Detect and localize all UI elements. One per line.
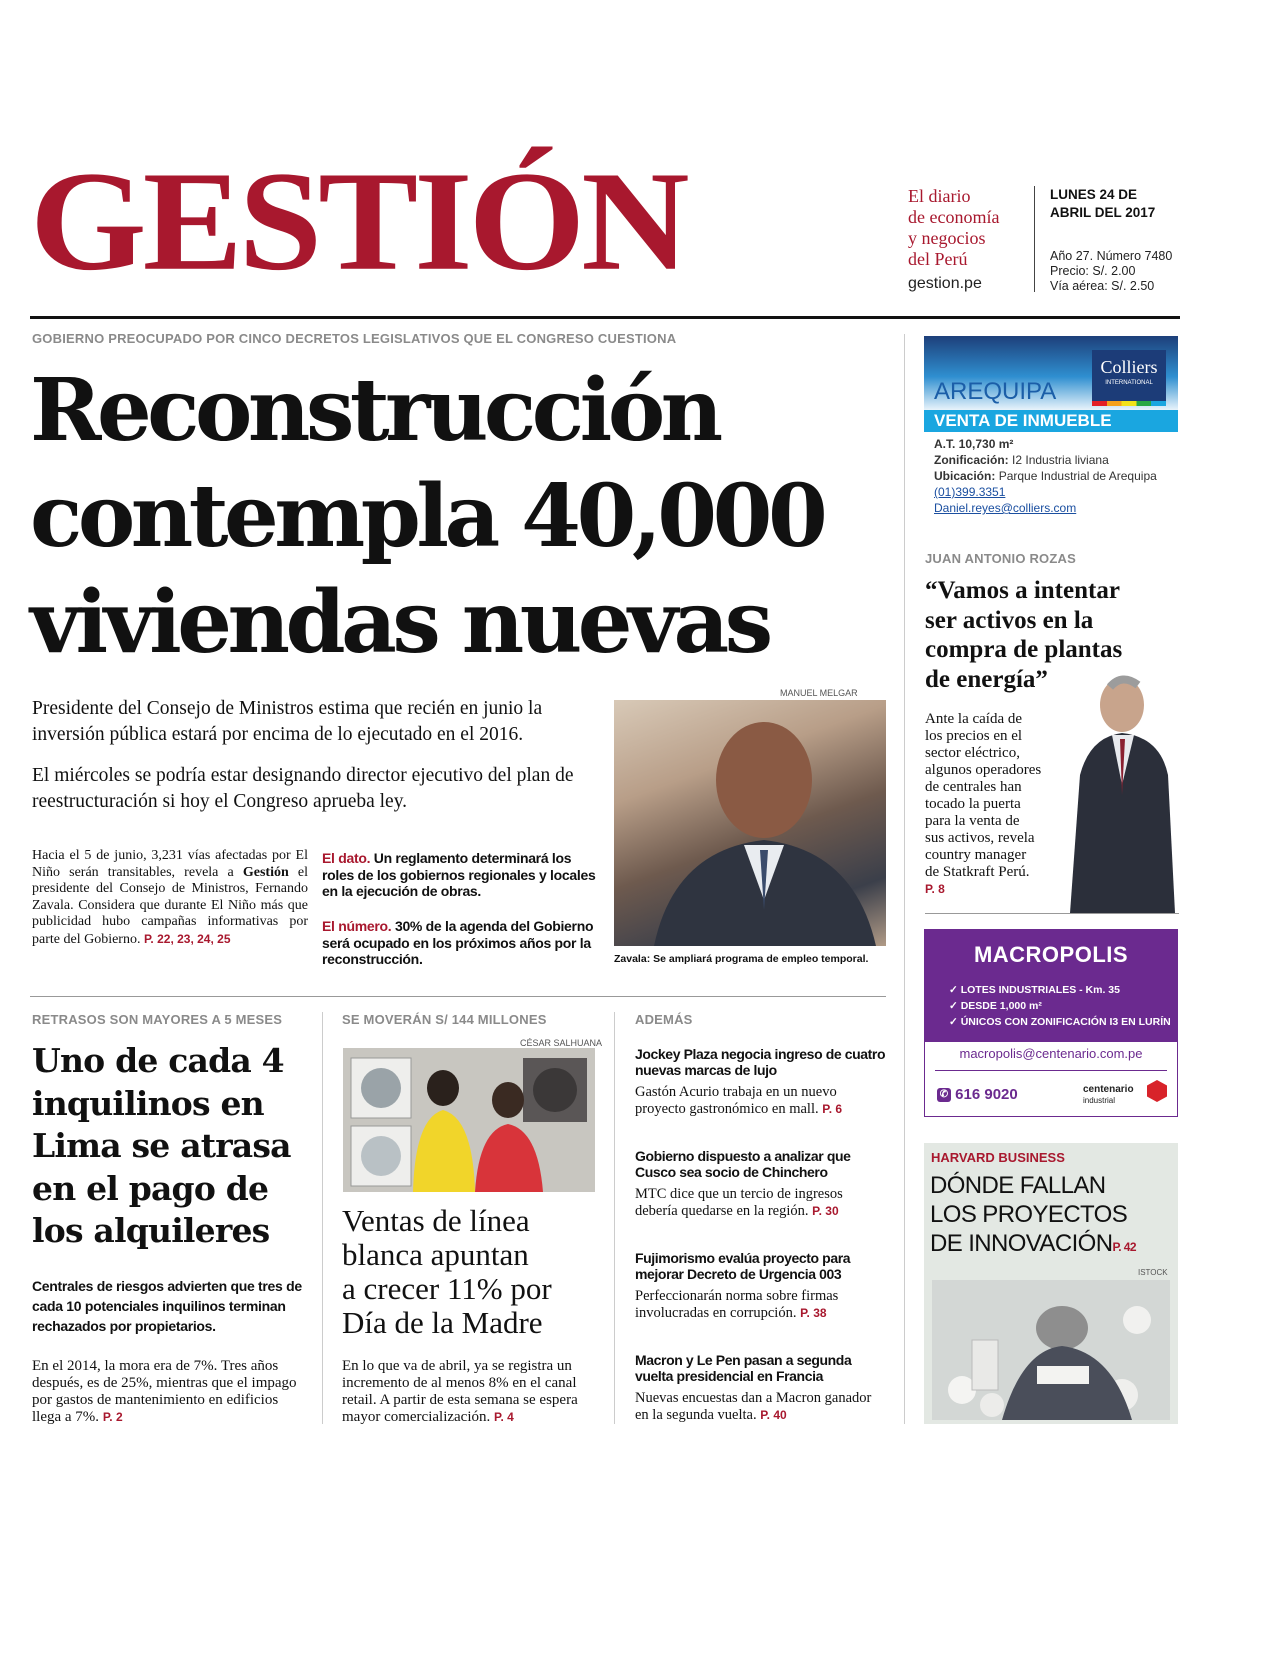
macropolis-phone[interactable]: ✆ 616 9020 bbox=[937, 1086, 1018, 1103]
colliers-brand-sub: INTERNATIONAL bbox=[1105, 380, 1153, 386]
body-text: Gastón Acurio trabaja en un nuevo proyecto gastronómico en mall. bbox=[635, 1084, 837, 1117]
date-line: LUNES 24 DE bbox=[1050, 187, 1138, 202]
story3-kicker: SE MOVERÁN S/ 144 MILLONES bbox=[342, 1012, 547, 1027]
quote-line: “Vamos a intentar bbox=[925, 577, 1120, 604]
masthead-website[interactable]: gestion.pe bbox=[908, 275, 982, 292]
ademas-item[interactable] bbox=[635, 1250, 887, 1352]
numero-label: El número. bbox=[322, 918, 392, 934]
masthead-date bbox=[1050, 186, 1155, 222]
check-icon: ✓ bbox=[949, 984, 961, 996]
body-line: sus activos, revela bbox=[925, 830, 1035, 846]
headline-line: Día de la Madre bbox=[342, 1305, 543, 1340]
masthead-rule bbox=[30, 316, 1180, 319]
air-price: Vía aérea: S/. 2.50 bbox=[1050, 279, 1155, 293]
ademas-item-title: Macron y Le Pen pasan a segunda vuelta presidencial en Francia bbox=[635, 1352, 852, 1384]
bullet: ✓ DESDE 1,000 m² bbox=[949, 1000, 1042, 1012]
washing-machines-icon bbox=[343, 1048, 595, 1192]
price: Precio: S/. 2.00 bbox=[1050, 264, 1136, 278]
story3-body bbox=[342, 1358, 604, 1426]
body-text: Perfeccionarán norma sobre firmas involucradas en corrupción. bbox=[635, 1288, 839, 1321]
body-text: MTC dice que un tercio de ingresos debería quedarse en la región. bbox=[635, 1186, 843, 1219]
page-ref[interactable]: P. 42 bbox=[1112, 1240, 1136, 1254]
harvard-headline bbox=[930, 1171, 1136, 1262]
ademas-kicker: ADEMÁS bbox=[635, 1012, 693, 1027]
lead-body bbox=[32, 848, 308, 948]
ademas-item[interactable] bbox=[635, 1046, 887, 1148]
lead-numero bbox=[322, 918, 597, 968]
ad-email[interactable]: Daniel.reyes@colliers.com bbox=[934, 501, 1077, 515]
column-rule bbox=[322, 1012, 323, 1424]
dato-label: El dato. bbox=[322, 850, 371, 866]
page-ref[interactable]: P. 40 bbox=[760, 1408, 787, 1422]
page-ref[interactable]: P. 22, 23, 24, 25 bbox=[143, 931, 231, 946]
check-icon: ✓ bbox=[949, 1016, 961, 1028]
macropolis-url[interactable]: macropolis@centenario.com.pe bbox=[959, 1046, 1143, 1061]
body-line: sector eléctrico, bbox=[925, 745, 1020, 761]
body-line: de Statkraft Perú. bbox=[925, 864, 1030, 880]
colliers-logo bbox=[1092, 350, 1166, 406]
colliers-brand: Colliers bbox=[1100, 357, 1158, 377]
body-line: Ante la caída de bbox=[925, 711, 1023, 727]
right-column-rule bbox=[904, 334, 905, 1424]
story3-headline[interactable] bbox=[342, 1204, 552, 1340]
ademas-item[interactable] bbox=[635, 1148, 887, 1250]
masthead-divider bbox=[1034, 186, 1035, 292]
page-ref[interactable]: P. 4 bbox=[494, 1410, 514, 1424]
headline-line: en el pago de bbox=[32, 1168, 269, 1208]
story2-kicker: RETRASOS SON MAYORES A 5 MESES bbox=[32, 1012, 283, 1027]
masthead-logo: GESTIÓN bbox=[30, 142, 686, 301]
headline-line: los alquileres bbox=[32, 1211, 270, 1250]
ad-phone[interactable]: (01)399.3351 bbox=[934, 485, 1006, 499]
appliance-store-photo bbox=[343, 1048, 595, 1192]
page-ref[interactable]: P. 2 bbox=[102, 1410, 123, 1424]
harvard-box[interactable] bbox=[924, 1143, 1178, 1424]
issue-number: Año 27. Número 7480 bbox=[1050, 249, 1173, 263]
photo-credit: ISTOCK bbox=[1138, 1268, 1168, 1277]
phone-icon: ✆ bbox=[937, 1088, 951, 1102]
zavala-photo bbox=[614, 700, 886, 946]
story2-body bbox=[32, 1358, 310, 1426]
person-silhouette-icon bbox=[1050, 665, 1180, 913]
colliers-stripe bbox=[1092, 401, 1166, 406]
body-line: los precios en el bbox=[925, 728, 1023, 744]
page-ref[interactable]: P. 38 bbox=[800, 1306, 827, 1320]
numero-text: 30% de la agenda del Gobierno será ocupado en los próximos años por la reconstrucción. bbox=[322, 918, 594, 967]
quote-line: de energía” bbox=[925, 665, 1048, 693]
headline-line: Reconstrucción bbox=[30, 360, 719, 461]
rozas-photo bbox=[1050, 665, 1180, 913]
ademas-item[interactable] bbox=[635, 1352, 887, 1454]
lead-deck-1: Presidente del Consejo de Ministros estima que recién en junio la inversión pública estará por encima de lo ejecutado en el 2016. bbox=[32, 698, 543, 745]
headline-line: Ventas de línea bbox=[342, 1203, 530, 1238]
ad-zoning: Zonificación: I2 Industria liviana bbox=[934, 453, 1109, 467]
body-text: Hacia el 5 de junio, 3,231 vías afectadas por El Niño serán transitables, revela a bbox=[32, 848, 308, 880]
ademas-list bbox=[635, 1046, 887, 1454]
photo-credit: CÉSAR SALHUANA bbox=[520, 1038, 603, 1048]
body-text: En el 2014, la mora era de 7%. Tres años después, es de 25%, mientras que el impago por gastos de mantenimiento en edificios llega a 7%. bbox=[32, 1358, 297, 1425]
interview-body bbox=[925, 711, 1041, 898]
photo-credit: MANUEL MELGAR bbox=[780, 688, 858, 698]
tagline-line: del Perú bbox=[908, 249, 968, 269]
lead-deck-2: El miércoles se podría estar designando director ejecutivo del plan de reestructuración si hoy el Congreso aprueba ley. bbox=[32, 765, 574, 812]
tagline-line: El diario bbox=[908, 186, 971, 206]
bullet: ✓ LOTES INDUSTRIALES - Km. 35 bbox=[949, 984, 1120, 996]
quote-line: compra de plantas bbox=[925, 636, 1123, 663]
centenario-logo: centenario industrial bbox=[1083, 1084, 1134, 1105]
lead-headline[interactable] bbox=[30, 358, 823, 676]
section-rule bbox=[30, 996, 886, 997]
body-line: para la venta de bbox=[925, 813, 1020, 829]
headline-line: blanca apuntan bbox=[342, 1237, 529, 1272]
masthead-tagline bbox=[908, 186, 999, 270]
ademas-item-title: Gobierno dispuesto a analizar que Cusco sea socio de Chinchero bbox=[635, 1148, 851, 1180]
headline-line: a crecer 11% por bbox=[342, 1271, 552, 1306]
page-ref[interactable]: P. 30 bbox=[812, 1204, 839, 1218]
lead-dato bbox=[322, 850, 597, 900]
person-silhouette-icon bbox=[614, 700, 886, 946]
ad-offer: VENTA DE INMUEBLE bbox=[924, 410, 1178, 432]
body-line: tocado la puerta bbox=[925, 796, 1021, 812]
tagline-line: y negocios bbox=[908, 228, 986, 248]
story2-headline[interactable] bbox=[32, 1040, 291, 1253]
dato-text: Un reglamento determinará los roles de los gobiernos regionales y locales en la ejecución de obras. bbox=[322, 850, 596, 899]
check-icon: ✓ bbox=[949, 1000, 961, 1012]
crumpled-paper-icon bbox=[932, 1280, 1170, 1420]
page-ref[interactable]: P. 6 bbox=[822, 1102, 843, 1116]
bullet: ✓ ÚNICOS CON ZONIFICACIÓN I3 EN LURÍN bbox=[949, 1016, 1171, 1028]
macropolis-brand: MACROPOLIS bbox=[973, 942, 1129, 967]
ademas-item-text bbox=[635, 1390, 887, 1424]
macropolis-ad[interactable] bbox=[924, 929, 1178, 1117]
headline-line: viviendas nuevas bbox=[30, 572, 769, 673]
interview-rule bbox=[925, 913, 1179, 914]
body-text: Nuevas encuestas dan a Macron ganador en la segunda vuelta. bbox=[635, 1390, 872, 1423]
macropolis-bullets bbox=[949, 982, 1171, 1030]
ademas-item-title: Fujimorismo evalúa proyecto para mejorar Decreto de Urgencia 003 bbox=[635, 1250, 851, 1282]
ad-details bbox=[934, 436, 1157, 516]
headline-line: contempla 40,000 bbox=[30, 466, 824, 567]
body-line: algunos operadores bbox=[925, 762, 1042, 778]
date-line: ABRIL DEL 2017 bbox=[1050, 205, 1156, 220]
ad-separator bbox=[935, 1070, 1167, 1071]
headline-line: Lima se atrasa bbox=[32, 1126, 291, 1165]
lead-kicker: GOBIERNO PREOCUPADO POR CINCO DECRETOS LEGISLATIVOS QUE EL CONGRESO CUESTIONA bbox=[32, 331, 677, 346]
tagline-line: de economía bbox=[908, 207, 1000, 227]
body-brand: Gestión bbox=[242, 864, 289, 880]
ademas-item-text bbox=[635, 1288, 887, 1322]
innovation-photo bbox=[932, 1280, 1170, 1420]
ademas-item-text bbox=[635, 1084, 887, 1118]
colliers-ad[interactable] bbox=[924, 336, 1178, 522]
interview-kicker: JUAN ANTONIO ROZAS bbox=[925, 551, 1076, 566]
page-ref[interactable]: P. 8 bbox=[925, 882, 945, 896]
body-line: country manager bbox=[925, 847, 1027, 863]
ad-city: AREQUIPA bbox=[934, 378, 1057, 405]
body-text: el presidente del Consejo de Ministros, Fernando Zavala. Considera que durante El Niño más que publicidad hubo campañas informativas por parte del Gobierno. bbox=[32, 864, 309, 947]
headline-line: LOS PROYECTOS bbox=[930, 1201, 1128, 1228]
masthead-issue-info bbox=[1050, 249, 1172, 294]
ademas-item-text bbox=[635, 1186, 887, 1220]
harvard-kicker: HARVARD BUSINESS bbox=[931, 1150, 1065, 1165]
photo-caption: Zavala: Se ampliará programa de empleo temporal. bbox=[614, 953, 869, 965]
centenario-icon bbox=[1147, 1080, 1167, 1102]
ad-location: Ubicación: Parque Industrial de Arequipa bbox=[934, 469, 1157, 483]
headline-line: DÓNDE FALLAN bbox=[930, 1172, 1106, 1199]
body-text: En lo que va de abril, ya se registra un incremento de al menos 8% en el canal retail. A partir de esta semana se espera mayor comercialización. bbox=[342, 1358, 578, 1425]
ad-area: A.T. 10,730 m² bbox=[934, 437, 1014, 451]
column-rule bbox=[614, 1012, 615, 1424]
headline-line: inquilinos en bbox=[32, 1083, 264, 1123]
headline-line: Uno de cada 4 bbox=[32, 1041, 284, 1080]
story2-deck: Centrales de riesgos advierten que tres de cada 10 potenciales inquilinos terminan rechazados por propietarios. bbox=[32, 1278, 302, 1334]
body-line: de centrales han bbox=[925, 779, 1022, 795]
ademas-item-title: Jockey Plaza negocia ingreso de cuatro nuevas marcas de lujo bbox=[635, 1046, 886, 1078]
headline-line: DE INNOVACIÓNP. 42 bbox=[930, 1230, 1136, 1257]
quote-line: ser activos en la bbox=[925, 606, 1094, 634]
